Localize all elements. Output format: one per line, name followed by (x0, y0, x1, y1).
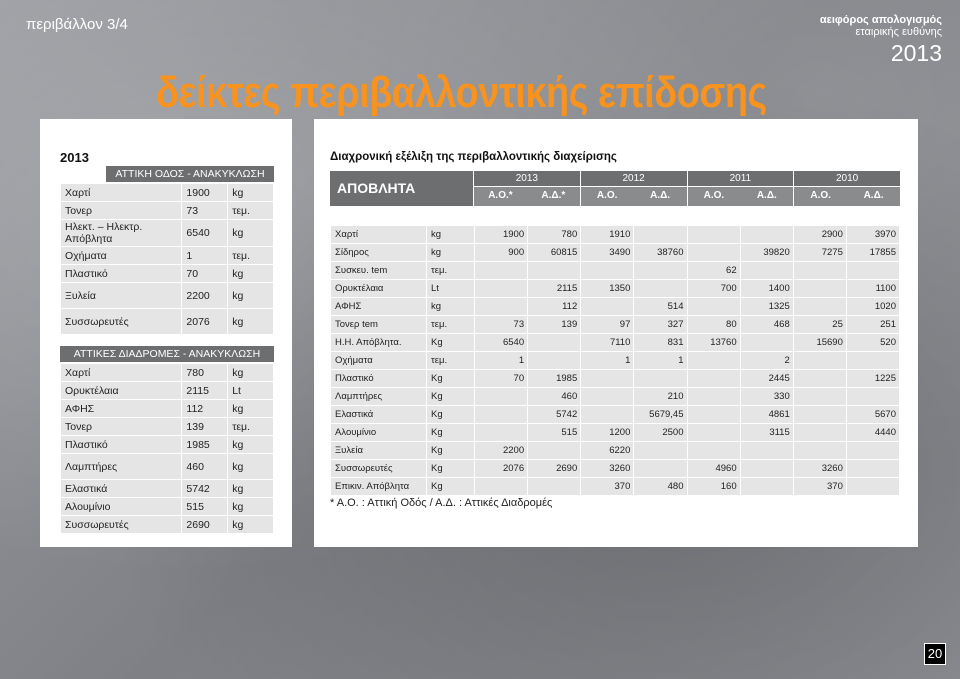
cell-value (740, 334, 793, 352)
cell-value: 1020 (846, 298, 899, 316)
year-block (474, 171, 581, 206)
row-label: Χαρτί (61, 184, 182, 202)
subcol-label: Α.Ο. (596, 190, 618, 201)
section1-header: ΑΤΤΙΚΗ ΟΔΟΣ - ΑΝΑΚΥΚΛΩΣΗ (106, 166, 274, 182)
year-subcols (688, 187, 794, 206)
table-row (331, 388, 900, 406)
cell-value (687, 352, 740, 370)
row-label: Αλουμίνιο (61, 498, 182, 516)
subcol-label: Α.Δ.* (541, 190, 566, 201)
left-panel (40, 119, 292, 547)
row-label: Ξυλεία (331, 442, 427, 460)
cell-value: 1225 (846, 370, 899, 388)
cell-value (687, 424, 740, 442)
year-block (581, 171, 688, 206)
cell-value: 4861 (740, 406, 793, 424)
row-value: 515 (182, 498, 228, 516)
row-value: 6540 (182, 220, 228, 247)
cell-value: 1 (475, 352, 528, 370)
cell-value (581, 262, 634, 280)
cell-value (634, 226, 687, 244)
cell-value: 3260 (793, 460, 846, 478)
row-label: Επικιν. Απόβλητα (331, 478, 427, 496)
cell-value: 5679,45 (634, 406, 687, 424)
cell-value: 1400 (740, 280, 793, 298)
table-row (331, 406, 900, 424)
cell-value (634, 442, 687, 460)
row-value: 1985 (182, 436, 228, 454)
cell-value (475, 388, 528, 406)
cell-value: 2500 (634, 424, 687, 442)
row-unit: τεμ. (228, 247, 274, 265)
cell-value: 17855 (846, 244, 899, 262)
table-row (61, 202, 274, 220)
page-number: 20 (924, 643, 946, 665)
cell-value: 327 (634, 316, 687, 334)
row-unit: kg (228, 265, 274, 283)
row-unit: τεμ. (427, 352, 475, 370)
row-unit: Kg (427, 370, 475, 388)
cell-value (634, 370, 687, 388)
brand-block (820, 14, 942, 67)
table-row (331, 370, 900, 388)
cell-value: 6220 (581, 442, 634, 460)
cell-value (528, 478, 581, 496)
cell-value: 6540 (475, 334, 528, 352)
row-label: Συσσωρευτές (61, 309, 182, 335)
cell-value (687, 442, 740, 460)
row-unit: kg (427, 298, 475, 316)
year-block (794, 171, 900, 206)
cell-value (846, 352, 899, 370)
row-unit: Lt (228, 382, 274, 400)
cell-value (581, 406, 634, 424)
table-row (61, 184, 274, 202)
cell-value (475, 298, 528, 316)
row-unit: kg (228, 498, 274, 516)
cell-value: 7110 (581, 334, 634, 352)
cell-value: 2076 (475, 460, 528, 478)
row-label: Τονερ tem (331, 316, 427, 334)
row-unit: Kg (427, 406, 475, 424)
table-row (61, 220, 274, 247)
cell-value (581, 388, 634, 406)
right-panel-title: Διαχρονική εξέλιξη της περιβαλλοντικής διαχείρισης (330, 151, 617, 163)
row-unit: kg (228, 184, 274, 202)
row-value: 780 (182, 364, 228, 382)
table-row (331, 298, 900, 316)
row-value: 112 (182, 400, 228, 418)
row-label: Ορυκτέλαια (61, 382, 182, 400)
table-row (331, 352, 900, 370)
cell-value: 1 (581, 352, 634, 370)
cell-value (687, 370, 740, 388)
year-subcols (794, 187, 900, 206)
cell-value: 2900 (793, 226, 846, 244)
cell-value (528, 262, 581, 280)
row-unit: kg (228, 516, 274, 534)
cell-value: 1350 (581, 280, 634, 298)
table-row (61, 480, 274, 498)
cell-value (475, 478, 528, 496)
cell-value (475, 280, 528, 298)
year-subcols (581, 187, 687, 206)
waste-table (330, 225, 900, 496)
cell-value: 370 (793, 478, 846, 496)
cell-value (793, 262, 846, 280)
row-value: 460 (182, 454, 228, 480)
cell-value: 370 (581, 478, 634, 496)
cell-value (687, 298, 740, 316)
table-row (331, 442, 900, 460)
cell-value: 139 (528, 316, 581, 334)
row-label: Συσσωρευτές (331, 460, 427, 478)
cell-value (687, 388, 740, 406)
subcol-label: Α.Δ. (650, 190, 671, 201)
row-label: Συσσωρευτές (61, 516, 182, 534)
table-row (331, 262, 900, 280)
table-row (331, 226, 900, 244)
row-value: 2115 (182, 382, 228, 400)
cell-value: 831 (634, 334, 687, 352)
row-label: Χαρτί (331, 226, 427, 244)
table-row (331, 478, 900, 496)
row-label: Ηλεκτ. – Ηλεκτρ. Απόβλητα (61, 220, 182, 247)
cell-value (740, 262, 793, 280)
cell-value (793, 424, 846, 442)
table-row (61, 436, 274, 454)
table-row (331, 244, 900, 262)
table-row (331, 316, 900, 334)
row-value: 70 (182, 265, 228, 283)
cell-value: 60815 (528, 244, 581, 262)
row-label: Λαμπτήρες (61, 454, 182, 480)
table-row (61, 283, 274, 309)
table-row (61, 265, 274, 283)
row-unit: τεμ. (228, 202, 274, 220)
row-unit: kg (228, 436, 274, 454)
cell-value: 4440 (846, 424, 899, 442)
cell-value (581, 370, 634, 388)
cell-value (846, 478, 899, 496)
cell-value (475, 262, 528, 280)
cell-value: 210 (634, 388, 687, 406)
cell-value: 460 (528, 388, 581, 406)
row-unit: τεμ. (427, 262, 475, 280)
cell-value: 2690 (528, 460, 581, 478)
waste-label: ΑΠΟΒΛΗΤΑ (330, 171, 474, 206)
cell-value (793, 406, 846, 424)
row-label: ΑΦΗΣ (331, 298, 427, 316)
row-unit: kg (228, 283, 274, 309)
cell-value (687, 226, 740, 244)
cell-value: 3260 (581, 460, 634, 478)
cell-value (846, 388, 899, 406)
table-row (61, 247, 274, 265)
row-label: Πλαστικό (61, 436, 182, 454)
cell-value: 25 (793, 316, 846, 334)
row-label: Πλαστικό (331, 370, 427, 388)
row-unit: kg (228, 309, 274, 335)
row-unit: kg (228, 454, 274, 480)
cell-value (634, 262, 687, 280)
row-value: 1900 (182, 184, 228, 202)
cell-value: 2445 (740, 370, 793, 388)
table-row (61, 309, 274, 335)
cell-value: 2200 (475, 442, 528, 460)
section2-header: ΑΤΤΙΚΕΣ ΔΙΑΔΡΟΜΕΣ - ΑΝΑΚΥΚΛΩΣΗ (60, 346, 274, 362)
cell-value: 480 (634, 478, 687, 496)
row-label: Λαμπτήρες (331, 388, 427, 406)
subcol-label: Α.Δ. (756, 190, 777, 201)
cell-value (793, 442, 846, 460)
right-panel (314, 119, 918, 547)
cell-value (740, 460, 793, 478)
cell-value: 39820 (740, 244, 793, 262)
cell-value (793, 298, 846, 316)
cell-value: 15690 (793, 334, 846, 352)
cell-value: 80 (687, 316, 740, 334)
cell-value (475, 424, 528, 442)
row-value: 2076 (182, 309, 228, 335)
row-value: 5742 (182, 480, 228, 498)
table-row (61, 454, 274, 480)
cell-value (528, 334, 581, 352)
cell-value: 3115 (740, 424, 793, 442)
cell-value: 1910 (581, 226, 634, 244)
cell-value (528, 442, 581, 460)
cell-value: 73 (475, 316, 528, 334)
row-label: Οχήματα (331, 352, 427, 370)
cell-value (740, 478, 793, 496)
section-label: περιβάλλον 3/4 (26, 16, 128, 33)
cell-value (793, 370, 846, 388)
cell-value: 251 (846, 316, 899, 334)
year-label: 2011 (688, 171, 794, 187)
footnote: * Α.Ο. : Αττική Οδός / Α.Δ. : Αττικές Διαδρομές (330, 497, 553, 509)
table-row (61, 400, 274, 418)
left-panel-year: 2013 (60, 150, 89, 165)
cell-value: 5742 (528, 406, 581, 424)
years-header (474, 171, 900, 206)
cell-value (846, 262, 899, 280)
section1-table (60, 183, 274, 335)
cell-value (687, 406, 740, 424)
cell-value: 1 (634, 352, 687, 370)
table-row (331, 460, 900, 478)
row-label: Ορυκτέλαια (331, 280, 427, 298)
row-label: Ξυλεία (61, 283, 182, 309)
table-row (61, 418, 274, 436)
cell-value: 468 (740, 316, 793, 334)
cell-value: 4960 (687, 460, 740, 478)
subcol-label: Α.Ο.* (488, 190, 513, 201)
cell-value (634, 280, 687, 298)
row-unit: Lt (427, 280, 475, 298)
year-block (688, 171, 795, 206)
row-unit: Kg (427, 460, 475, 478)
cell-value: 330 (740, 388, 793, 406)
row-label: Η.Η. Απόβλητα. (331, 334, 427, 352)
cell-value: 700 (687, 280, 740, 298)
row-unit: Kg (427, 478, 475, 496)
row-label: Σίδηρος (331, 244, 427, 262)
cell-value: 1325 (740, 298, 793, 316)
table-row (61, 382, 274, 400)
cell-value: 1985 (528, 370, 581, 388)
row-unit: Kg (427, 442, 475, 460)
cell-value: 1100 (846, 280, 899, 298)
year-label: 2012 (581, 171, 687, 187)
row-label: Οχήματα (61, 247, 182, 265)
cell-value: 2 (740, 352, 793, 370)
brand-line1: αειφόρος απολογισμός (819, 14, 942, 26)
row-unit: kg (228, 480, 274, 498)
table-row (331, 334, 900, 352)
cell-value: 13760 (687, 334, 740, 352)
table-row (61, 364, 274, 382)
row-label: Τονερ (61, 202, 182, 220)
table-row (61, 516, 274, 534)
cell-value (846, 460, 899, 478)
cell-value: 2115 (528, 280, 581, 298)
subcol-label: Α.Ο. (810, 190, 831, 201)
row-unit: kg (427, 226, 475, 244)
cell-value (581, 298, 634, 316)
cell-value: 520 (846, 334, 899, 352)
cell-value (528, 352, 581, 370)
cell-value (740, 226, 793, 244)
subcol-label: Α.Ο. (703, 190, 725, 201)
cell-value (793, 352, 846, 370)
table-row (331, 280, 900, 298)
row-unit: τεμ. (228, 418, 274, 436)
page-title: δείκτες περιβαλλοντικής επίδοσης (156, 68, 767, 117)
row-unit: Kg (427, 388, 475, 406)
cell-value: 780 (528, 226, 581, 244)
row-unit: kg (228, 364, 274, 382)
row-unit: kg (228, 400, 274, 418)
cell-value (475, 406, 528, 424)
table-row (61, 498, 274, 516)
section2-table (60, 363, 274, 534)
table-row (331, 424, 900, 442)
cell-value (740, 442, 793, 460)
row-unit: kg (228, 220, 274, 247)
cell-value (846, 442, 899, 460)
row-label: Ελαστικά (331, 406, 427, 424)
cell-value: 900 (475, 244, 528, 262)
brand-line2: εταιρικής ευθύνης (855, 26, 942, 38)
table-header (330, 171, 900, 206)
cell-value: 70 (475, 370, 528, 388)
row-label: Πλαστικό (61, 265, 182, 283)
cell-value: 3490 (581, 244, 634, 262)
cell-value: 3970 (846, 226, 899, 244)
cell-value: 515 (528, 424, 581, 442)
row-value: 2200 (182, 283, 228, 309)
row-label: ΑΦΗΣ (61, 400, 182, 418)
row-label: Ελαστικά (61, 480, 182, 498)
row-label: Τονερ (61, 418, 182, 436)
row-label: Συσκευ. tem (331, 262, 427, 280)
year-label: 2010 (794, 171, 900, 187)
cell-value (687, 244, 740, 262)
row-unit: τεμ. (427, 316, 475, 334)
cell-value: 160 (687, 478, 740, 496)
cell-value: 62 (687, 262, 740, 280)
cell-value: 514 (634, 298, 687, 316)
row-value: 2690 (182, 516, 228, 534)
cell-value: 38760 (634, 244, 687, 262)
row-unit: Kg (427, 334, 475, 352)
cell-value: 112 (528, 298, 581, 316)
row-value: 1 (182, 247, 228, 265)
row-value: 73 (182, 202, 228, 220)
cell-value (793, 280, 846, 298)
row-unit: Kg (427, 424, 475, 442)
row-label: Χαρτί (61, 364, 182, 382)
year-label: 2013 (474, 171, 580, 187)
cell-value: 97 (581, 316, 634, 334)
brand-year: 2013 (890, 40, 942, 66)
cell-value (793, 388, 846, 406)
cell-value: 5670 (846, 406, 899, 424)
row-label: Αλουμίνιο (331, 424, 427, 442)
row-value: 139 (182, 418, 228, 436)
year-subcols (474, 187, 580, 206)
row-unit: kg (427, 244, 475, 262)
cell-value (634, 460, 687, 478)
cell-value: 1900 (475, 226, 528, 244)
cell-value: 1200 (581, 424, 634, 442)
subcol-label: Α.Δ. (863, 190, 884, 201)
cell-value: 7275 (793, 244, 846, 262)
